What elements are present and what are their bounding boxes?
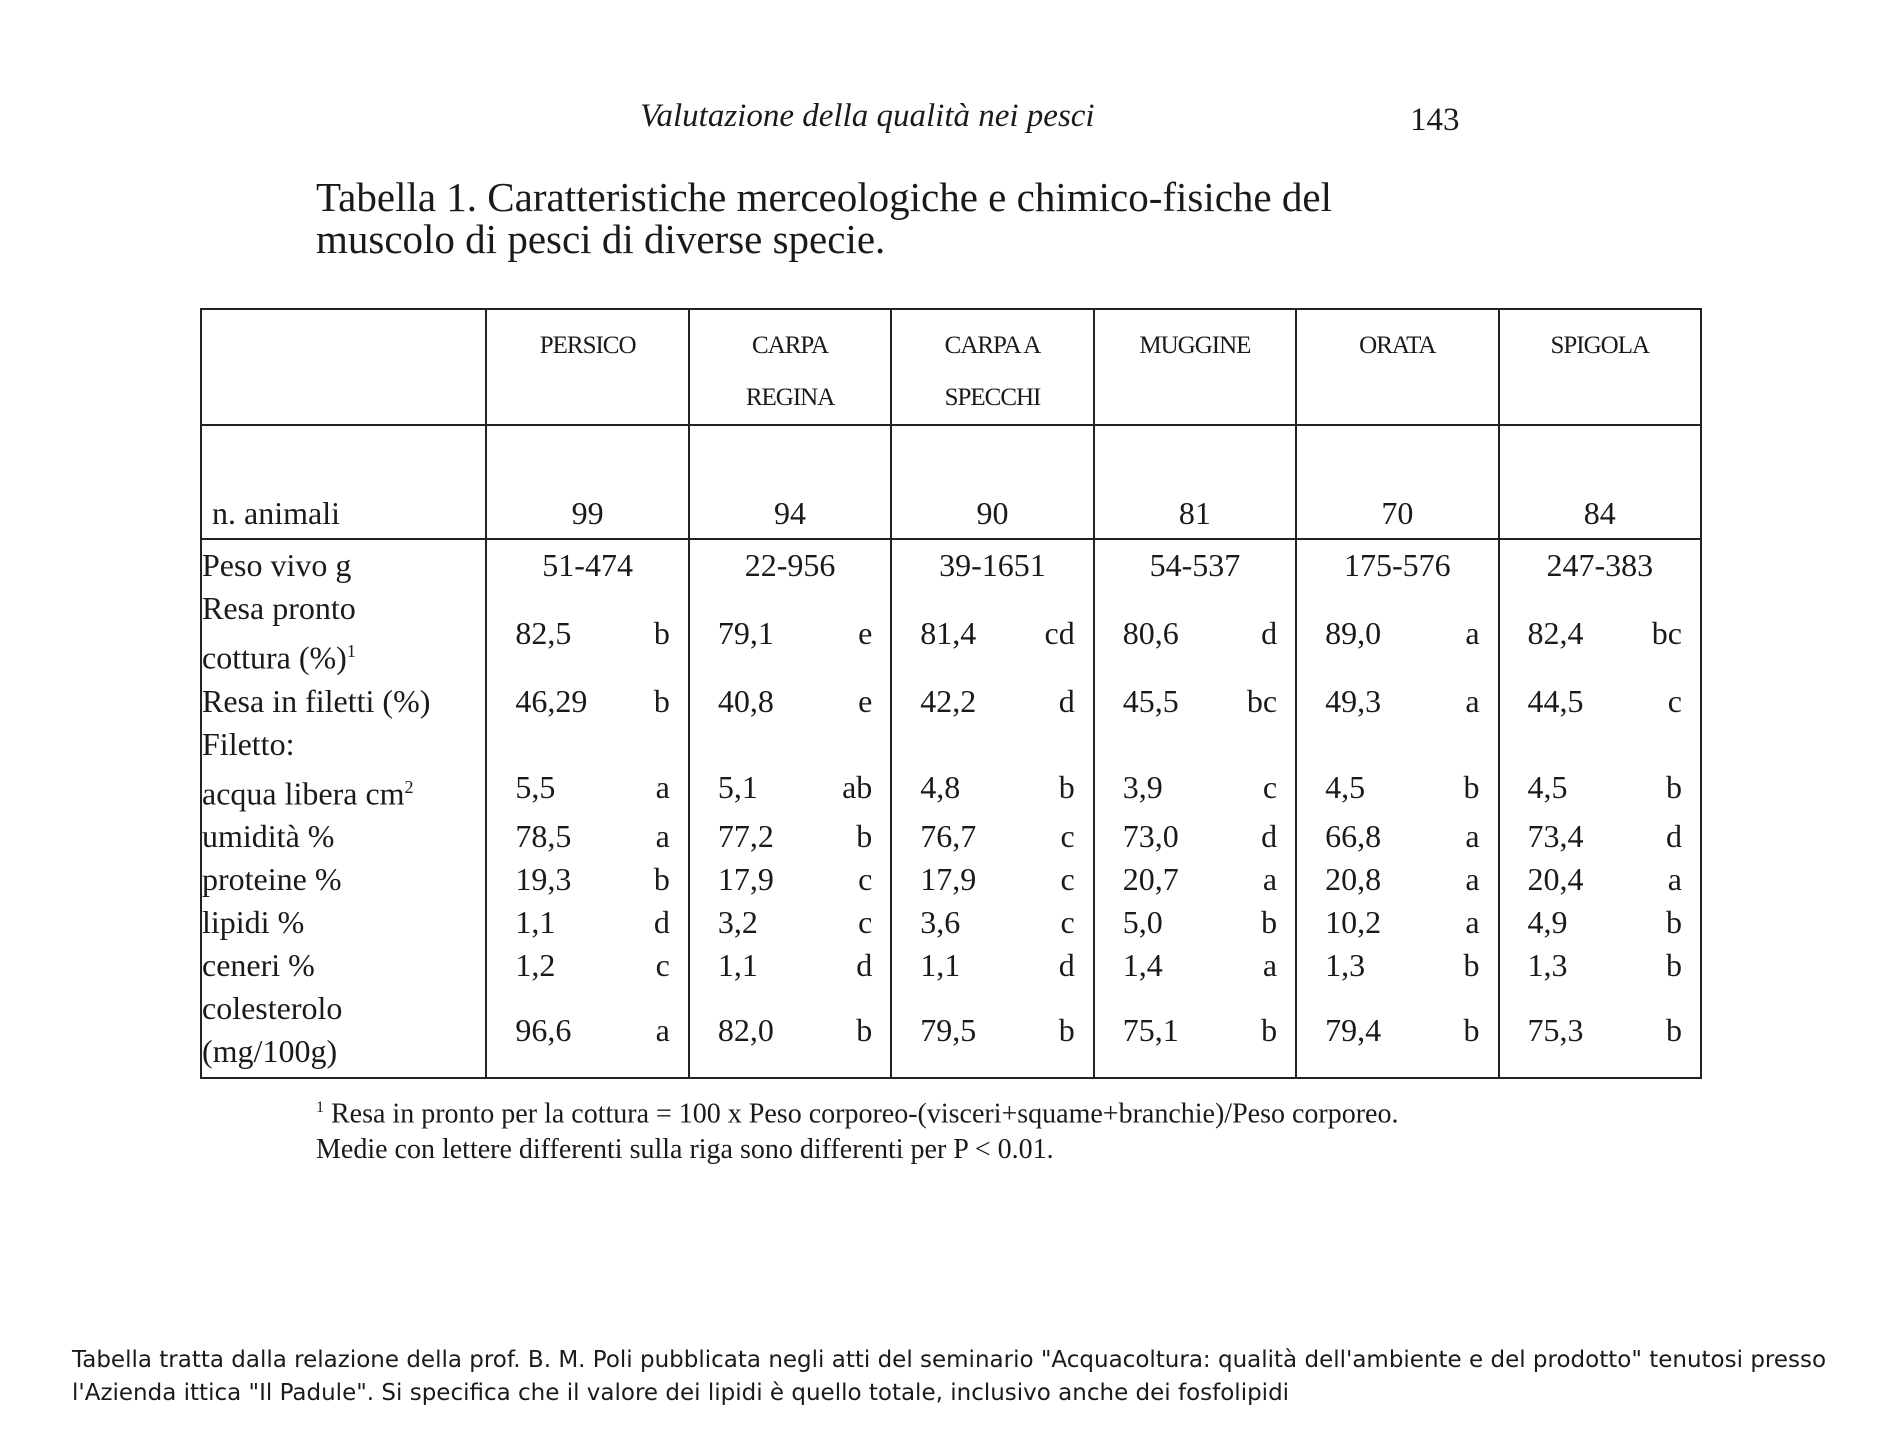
row-label xyxy=(201,944,486,987)
mean-value: 1,1 xyxy=(717,947,758,984)
header-empty-cell xyxy=(201,309,486,425)
value-cell xyxy=(689,680,891,723)
significance-letter: a xyxy=(1465,818,1480,855)
row-label: n. animali xyxy=(201,425,486,539)
mean-value: 79,1 xyxy=(717,614,774,651)
significance-letter: b xyxy=(653,861,670,898)
mean-value: 20,4 xyxy=(1527,861,1584,898)
mean-value: 4,5 xyxy=(1325,768,1366,805)
significance-letter: d xyxy=(856,947,873,984)
value-cell xyxy=(689,858,891,901)
animals-count: 94 xyxy=(689,425,891,539)
significance-letter: b xyxy=(1261,1011,1278,1048)
mean-value: 73,0 xyxy=(1122,818,1179,855)
value-cell xyxy=(891,723,1093,766)
mean-value: 10,2 xyxy=(1325,904,1382,941)
significance-letter: c xyxy=(1262,768,1278,805)
significance-letter: bc xyxy=(1246,682,1278,719)
row-label-line1: proteine % xyxy=(202,861,342,898)
value-cell xyxy=(689,901,891,944)
mean-value: 4,9 xyxy=(1527,904,1568,941)
value-cell xyxy=(1499,987,1701,1078)
mean-value: 89,0 xyxy=(1325,614,1382,651)
animals-count: 84 xyxy=(1499,425,1701,539)
mean-value: 17,9 xyxy=(920,861,977,898)
mean-value: 1,3 xyxy=(1325,947,1366,984)
mean-value: 79,4 xyxy=(1325,1011,1382,1048)
value-cell xyxy=(1499,901,1701,944)
value-cell xyxy=(891,587,1093,680)
weight-range: 39-1651 xyxy=(891,539,1093,587)
measurement-row xyxy=(201,858,1701,901)
significance-letter: c xyxy=(1060,818,1075,855)
row-label-line1: ceneri % xyxy=(202,947,315,984)
value-cell xyxy=(1499,680,1701,723)
row-label xyxy=(201,987,486,1078)
significance-letter: b xyxy=(1463,1011,1480,1048)
value-cell xyxy=(1296,944,1498,987)
significance-letter: c xyxy=(1060,861,1075,898)
page-number: 143 xyxy=(1410,102,1460,138)
value-cell xyxy=(1499,815,1701,858)
mean-value: 82,5 xyxy=(515,614,572,651)
significance-letter: b xyxy=(1463,768,1480,805)
row-label-line1: colesterolo xyxy=(202,990,343,1027)
footnotes xyxy=(316,1090,1496,1168)
significance-letter: b xyxy=(1261,904,1278,941)
weight-range: 175-576 xyxy=(1296,539,1498,587)
mean-value: 76,7 xyxy=(920,818,977,855)
value-cell xyxy=(891,944,1093,987)
row-label-line2: (mg/100g) xyxy=(202,1033,338,1070)
significance-letter: b xyxy=(653,682,670,719)
significance-letter: bc xyxy=(1651,614,1682,651)
significance-letter: a xyxy=(1465,904,1480,941)
mean-value: 80,6 xyxy=(1122,614,1179,651)
row-label-line1: Resa pronto xyxy=(202,590,356,626)
animals-count: 90 xyxy=(891,425,1093,539)
row-label xyxy=(201,901,486,944)
mean-value: 5,0 xyxy=(1122,904,1163,941)
species-header: MUGGINE xyxy=(1094,309,1296,425)
significance-letter: b xyxy=(1666,1011,1682,1048)
mean-value: 77,2 xyxy=(717,818,774,855)
significance-letter: c xyxy=(1060,904,1075,941)
value-cell xyxy=(1094,858,1296,901)
value-cell xyxy=(891,680,1093,723)
mean-value: 42,2 xyxy=(920,682,977,719)
value-cell xyxy=(1499,944,1701,987)
measurement-row xyxy=(201,587,1701,680)
significance-letter: a xyxy=(1262,861,1278,898)
row-label xyxy=(201,766,486,816)
mean-value: 17,9 xyxy=(717,861,774,898)
value-cell xyxy=(1296,858,1498,901)
measurement-rows xyxy=(201,587,1701,1078)
row-label xyxy=(201,587,486,680)
footnote-1-text: Resa in pronto per la cottura = 100 x Peso corporeo-(visceri+squame+branchie)/Peso corporeo. xyxy=(331,1098,1399,1130)
value-cell xyxy=(486,766,688,816)
value-cell xyxy=(1296,587,1498,680)
row-label-line1: Resa in filetti (%) xyxy=(202,682,431,719)
row-label xyxy=(201,815,486,858)
mean-value: 73,4 xyxy=(1527,818,1584,855)
mean-value: 1,4 xyxy=(1122,947,1163,984)
value-cell xyxy=(689,587,891,680)
significance-letter: c xyxy=(858,861,873,898)
value-cell xyxy=(689,987,891,1078)
significance-letter: c xyxy=(655,947,670,984)
measurement-row xyxy=(201,723,1701,766)
footnote-superscript: 1 xyxy=(346,641,356,661)
significance-letter: ab xyxy=(842,768,873,805)
value-cell xyxy=(1094,766,1296,816)
significance-letter: d xyxy=(1058,947,1075,984)
weight-range: 54-537 xyxy=(1094,539,1296,587)
mean-value: 1,1 xyxy=(920,947,961,984)
value-cell xyxy=(1499,723,1701,766)
measurement-row xyxy=(201,901,1701,944)
value-cell xyxy=(486,680,688,723)
value-cell xyxy=(1296,901,1498,944)
value-cell xyxy=(689,723,891,766)
value-cell xyxy=(1094,944,1296,987)
table-caption: Tabella 1. Caratteristiche merceologiche e chimico-fisiche del muscolo di pesci di diverse specie. xyxy=(316,174,1332,262)
significance-letter: b xyxy=(856,1011,873,1048)
value-cell xyxy=(486,723,688,766)
mean-value: 45,5 xyxy=(1122,682,1179,719)
value-cell xyxy=(689,944,891,987)
value-cell xyxy=(1296,723,1498,766)
animals-count: 99 xyxy=(486,425,688,539)
mean-value: 44,5 xyxy=(1527,682,1584,719)
mean-value: 20,7 xyxy=(1122,861,1179,898)
significance-letter: a xyxy=(1262,947,1278,984)
measurement-row xyxy=(201,815,1701,858)
value-cell xyxy=(891,815,1093,858)
significance-letter: b xyxy=(1666,947,1682,984)
row-label: Peso vivo g xyxy=(201,539,486,587)
value-cell xyxy=(486,987,688,1078)
mean-value: 5,5 xyxy=(515,768,556,805)
significance-letter: d xyxy=(653,904,670,941)
significance-letter: c xyxy=(1667,682,1682,719)
significance-letter: e xyxy=(858,614,873,651)
significance-letter: c xyxy=(858,904,873,941)
value-cell xyxy=(486,815,688,858)
mean-value: 49,3 xyxy=(1325,682,1382,719)
significance-letter: a xyxy=(655,1011,670,1048)
mean-value: 82,0 xyxy=(717,1011,774,1048)
significance-letter: b xyxy=(856,818,873,855)
significance-letter: a xyxy=(655,768,670,805)
row-label xyxy=(201,680,486,723)
mean-value: 5,1 xyxy=(717,768,758,805)
weight-range: 51-474 xyxy=(486,539,688,587)
mean-value: 75,1 xyxy=(1122,1011,1179,1048)
significance-letter: d xyxy=(1261,614,1278,651)
measurement-row xyxy=(201,766,1701,816)
value-cell xyxy=(1094,987,1296,1078)
significance-letter: b xyxy=(653,614,670,651)
footnote-superscript: 2 xyxy=(404,776,414,797)
species-header: CARPA REGINA xyxy=(689,309,891,425)
row-label-line1: Filetto: xyxy=(202,725,295,762)
significance-letter: a xyxy=(1465,682,1480,719)
significance-letter: e xyxy=(858,682,873,719)
weight-range: 22-956 xyxy=(689,539,891,587)
value-cell xyxy=(1296,766,1498,816)
mean-value: 40,8 xyxy=(717,682,774,719)
value-cell xyxy=(1499,858,1701,901)
significance-letter: b xyxy=(1058,768,1075,805)
significance-letter: a xyxy=(1465,861,1480,898)
animals-row xyxy=(201,425,1701,539)
row-label xyxy=(201,858,486,901)
value-cell xyxy=(486,587,688,680)
mean-value: 4,8 xyxy=(920,768,961,805)
value-cell xyxy=(891,901,1093,944)
significance-letter: b xyxy=(1463,947,1480,984)
value-cell xyxy=(1094,587,1296,680)
value-cell xyxy=(1094,680,1296,723)
species-header-row xyxy=(201,309,1701,425)
peso-row xyxy=(201,539,1701,587)
value-cell xyxy=(891,766,1093,816)
footnote-1 xyxy=(316,1090,1496,1132)
species-header: CARPA A SPECCHI xyxy=(891,309,1093,425)
significance-letter: d xyxy=(1666,818,1682,855)
value-cell xyxy=(486,944,688,987)
mean-value: 78,5 xyxy=(515,818,572,855)
mean-value: 3,9 xyxy=(1122,768,1163,805)
mean-value: 96,6 xyxy=(515,1011,572,1048)
significance-letter: b xyxy=(1666,904,1682,941)
mean-value: 3,6 xyxy=(920,904,961,941)
value-cell xyxy=(1094,815,1296,858)
measurement-row xyxy=(201,944,1701,987)
row-label-line1: lipidi % xyxy=(202,904,305,941)
mean-value: 79,5 xyxy=(920,1011,977,1048)
mean-value: 75,3 xyxy=(1527,1011,1584,1048)
value-cell xyxy=(1094,723,1296,766)
mean-value: 3,2 xyxy=(717,904,758,941)
mean-value: 81,4 xyxy=(920,614,977,651)
data-table xyxy=(200,308,1702,1079)
mean-value: 4,5 xyxy=(1527,768,1568,805)
mean-value: 1,1 xyxy=(515,904,556,941)
significance-letter: b xyxy=(1058,1011,1075,1048)
value-cell xyxy=(1499,587,1701,680)
value-cell xyxy=(486,901,688,944)
value-cell xyxy=(891,987,1093,1078)
value-cell xyxy=(1296,680,1498,723)
row-label-line2: cottura (%) xyxy=(202,639,347,676)
value-cell xyxy=(1296,987,1498,1078)
significance-letter: d xyxy=(1261,818,1278,855)
mean-value: 1,3 xyxy=(1527,947,1568,984)
animals-count: 81 xyxy=(1094,425,1296,539)
measurement-row xyxy=(201,987,1701,1078)
value-cell xyxy=(689,815,891,858)
row-label-line1: acqua libera cm xyxy=(202,775,405,812)
measurement-row xyxy=(201,680,1701,723)
value-cell xyxy=(1499,766,1701,816)
value-cell xyxy=(486,858,688,901)
footnote-2: Medie con lettere differenti sulla riga sono differenti per P < 0.01. xyxy=(316,1134,1054,1166)
mean-value: 82,4 xyxy=(1527,614,1584,651)
significance-letter: cd xyxy=(1044,614,1075,651)
significance-letter: a xyxy=(655,818,670,855)
significance-letter: a xyxy=(1667,861,1682,898)
species-header: SPIGOLA xyxy=(1499,309,1701,425)
running-title: Valutazione della qualità nei pesci xyxy=(640,98,1095,134)
footnote-marker: 1 xyxy=(316,1099,324,1116)
value-cell xyxy=(1094,901,1296,944)
mean-value: 1,2 xyxy=(515,947,556,984)
mean-value: 46,29 xyxy=(515,682,588,719)
value-cell xyxy=(689,766,891,816)
species-header: PERSICO xyxy=(486,309,688,425)
significance-letter: b xyxy=(1666,768,1682,805)
animals-count: 70 xyxy=(1296,425,1498,539)
mean-value: 66,8 xyxy=(1325,818,1382,855)
value-cell xyxy=(891,858,1093,901)
weight-range: 247-383 xyxy=(1499,539,1701,587)
mean-value: 19,3 xyxy=(515,861,572,898)
mean-value: 20,8 xyxy=(1325,861,1382,898)
significance-letter: d xyxy=(1058,682,1075,719)
significance-letter: a xyxy=(1465,614,1480,651)
species-header: ORATA xyxy=(1296,309,1498,425)
row-label xyxy=(201,723,486,766)
value-cell xyxy=(1296,815,1498,858)
source-note: Tabella tratta dalla relazione della prof. B. M. Poli pubblicata negli atti del seminario "Acquacoltura: qualità dell'ambiente e del prodotto" tenutosi presso l'Azienda ittica "Il Padule". Si specifica che il valore dei lipidi è quello totale, inclusivo anche dei fosfolipidi xyxy=(72,1347,1827,1406)
row-label-line1: umidità % xyxy=(202,818,335,855)
